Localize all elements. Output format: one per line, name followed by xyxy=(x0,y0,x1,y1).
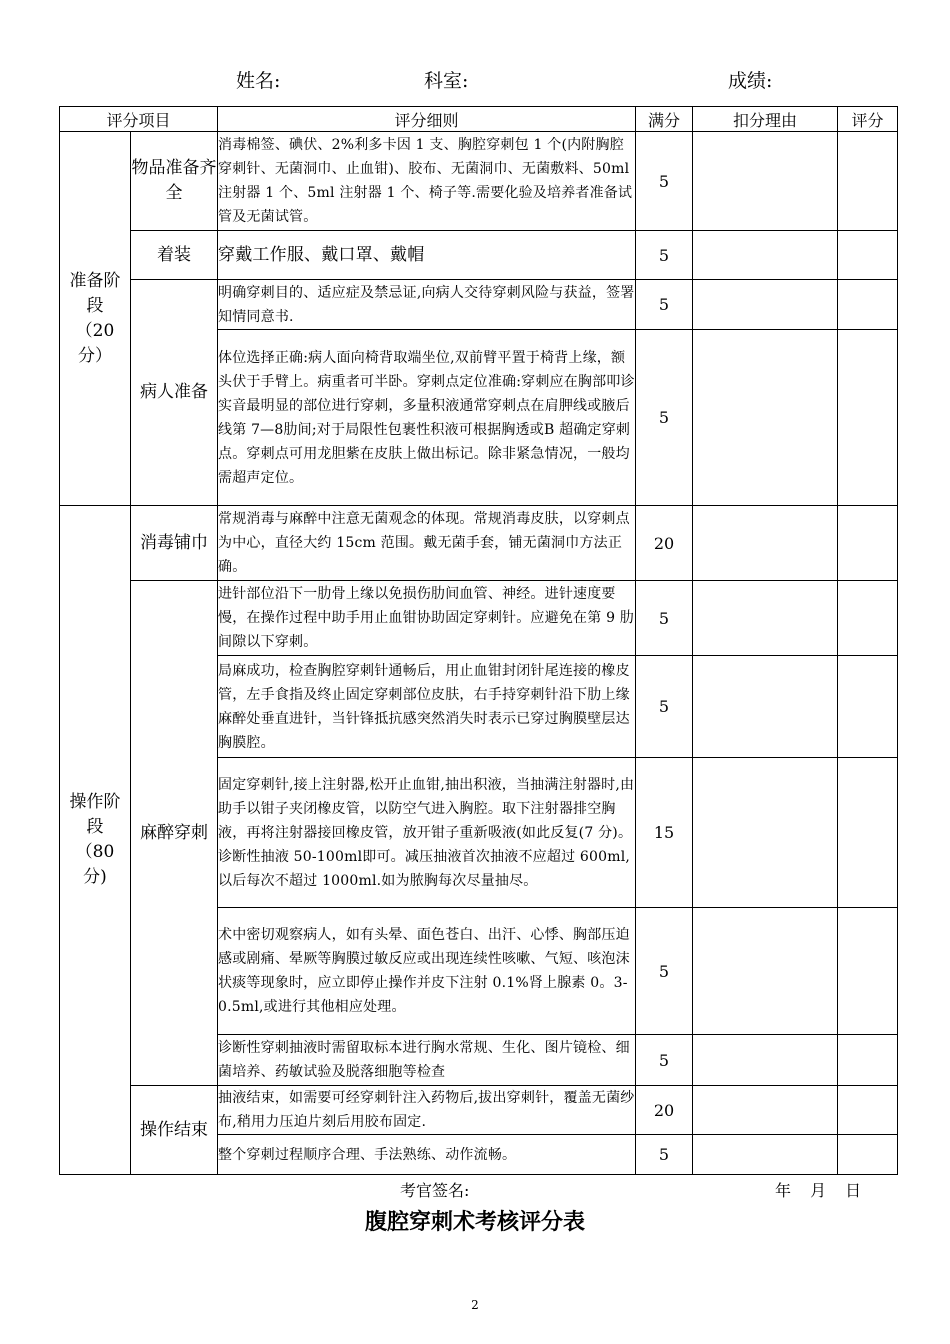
examiner-signature-label: 考官签名: xyxy=(400,1181,470,1200)
table-header-row xyxy=(60,107,898,132)
deduction-reason-cell[interactable] xyxy=(693,758,838,908)
table-row xyxy=(60,280,898,330)
full-score: 20 xyxy=(636,506,693,581)
form-header xyxy=(0,66,950,92)
deduction-reason-cell[interactable] xyxy=(693,656,838,758)
item-cell: 病人准备 xyxy=(131,280,218,506)
full-score: 20 xyxy=(636,1086,693,1135)
table-row xyxy=(60,1086,898,1135)
table-row xyxy=(60,506,898,581)
score-cell[interactable] xyxy=(838,1086,898,1135)
deduction-reason-cell[interactable] xyxy=(693,581,838,656)
full-score: 5 xyxy=(636,581,693,656)
detail-cell: 常规消毒与麻醉中注意无菌观念的体现。常规消毒皮肤，以穿刺点为中心，直径大约 15cm 范围。戴无菌手套，铺无菌洞巾方法正确。 xyxy=(218,506,636,581)
deduction-reason-cell[interactable] xyxy=(693,1035,838,1086)
detail-cell: 消毒棉签、碘伏、2%利多卡因 1 支、胸腔穿刺包 1 个(内附胸腔穿刺针、无菌洞巾、止血钳)、胶布、无菌洞巾、无菌敷料、50ml 注射器 1 个、5ml 注射器 1 个、椅子等.需要化验及培养者准备试管及无菌试管。 xyxy=(218,132,636,231)
full-score: 5 xyxy=(636,330,693,506)
detail-cell: 整个穿刺过程顺序合理、手法熟练、动作流畅。 xyxy=(218,1135,636,1175)
detail-cell: 局麻成功，检查胸腔穿刺针通畅后，用止血钳封闭针尾连接的橡皮管，左手食指及终止固定穿刺部位皮肤，右手持穿刺针沿下肋上缘麻醉处垂直进针，当针锋抵抗感突然消失时表示已穿过胸膜壁层达胸膜腔。 xyxy=(218,656,636,758)
deduction-reason-cell[interactable] xyxy=(693,506,838,581)
form-footer xyxy=(0,1178,950,1202)
table-row xyxy=(60,132,898,231)
col-header-full: 满分 xyxy=(636,107,693,132)
name-label: 姓名: xyxy=(236,70,281,92)
score-cell[interactable] xyxy=(838,132,898,231)
stage-prep: 准备阶段（20分） xyxy=(60,132,131,506)
col-header-score: 评分 xyxy=(838,107,898,132)
full-score: 5 xyxy=(636,132,693,231)
stage-op: 操作阶段（80分) xyxy=(60,506,131,1175)
full-score: 15 xyxy=(636,758,693,908)
deduction-reason-cell[interactable] xyxy=(693,330,838,506)
deduction-reason-cell[interactable] xyxy=(693,132,838,231)
item-cell: 消毒铺巾 xyxy=(131,506,218,581)
detail-cell: 进针部位沿下一肋骨上缘以免损伤肋间血管、神经。进针速度要慢，在操作过程中助手用止血钳协助固定穿刺针。应避免在第 9 肋间隙以下穿刺。 xyxy=(218,581,636,656)
col-header-reason: 扣分理由 xyxy=(693,107,838,132)
full-score: 5 xyxy=(636,231,693,280)
detail-cell: 术中密切观察病人，如有头晕、面色苍白、出汗、心悸、胸部压迫感或剧痛、晕厥等胸膜过敏反应或出现连续性咳嗽、气短、咳泡沫状痰等现象时，应立即停止操作并皮下注射 0.1%肾上腺素 0。3-0.5ml,或进行其他相应处理。 xyxy=(218,908,636,1035)
full-score: 5 xyxy=(636,280,693,330)
deduction-reason-cell[interactable] xyxy=(693,231,838,280)
full-score: 5 xyxy=(636,908,693,1035)
score-cell[interactable] xyxy=(838,656,898,758)
detail-cell: 明确穿刺目的、适应症及禁忌证,向病人交待穿刺风险与获益，签署知情同意书. xyxy=(218,280,636,330)
deduction-reason-cell[interactable] xyxy=(693,908,838,1035)
detail-cell: 固定穿刺针,接上注射器,松开止血钳,抽出积液，当抽满注射器时,由助手以钳子夹闭橡皮管，以防空气进入胸腔。取下注射器排空胸液，再将注射器接回橡皮管，放开钳子重新吸液(如此反复(7 分)。诊断性抽液 50-100ml即可。减压抽液首次抽液不应超过 600ml,以后每次不超过 1000ml.如为脓胸每次尽量抽尽。 xyxy=(218,758,636,908)
deduction-reason-cell[interactable] xyxy=(693,280,838,330)
score-cell[interactable] xyxy=(838,758,898,908)
scoring-table xyxy=(59,106,898,1175)
col-header-item: 评分项目 xyxy=(60,107,218,132)
full-score: 5 xyxy=(636,1135,693,1175)
score-label: 成绩: xyxy=(728,70,773,92)
score-cell[interactable] xyxy=(838,1035,898,1086)
full-score: 5 xyxy=(636,656,693,758)
dept-label: 科室: xyxy=(424,70,469,92)
detail-cell: 抽液结束，如需要可经穿刺针注入药物后,拔出穿刺针，覆盖无菌纱布,稍用力压迫片刻后用胶布固定. xyxy=(218,1086,636,1135)
detail-cell: 体位选择正确:病人面向椅背取端坐位,双前臂平置于椅背上缘，额头伏于手臂上。病重者可半卧。穿刺点定位准确:穿刺应在胸部叩诊实音最明显的部位进行穿刺，多量积液通常穿刺点在肩胛线或腋后线第 7—8肋间;对于局限性包裹性积液可根据胸透或B 超确定穿刺点。穿刺点可用龙胆紫在皮肤上做出标记。除非紧急情况，一般均需超声定位。 xyxy=(218,330,636,506)
score-cell[interactable] xyxy=(838,330,898,506)
deduction-reason-cell[interactable] xyxy=(693,1086,838,1135)
deduction-reason-cell[interactable] xyxy=(693,1135,838,1175)
page-number: 2 xyxy=(471,1298,479,1312)
form-title: 腹腔穿刺术考核评分表 xyxy=(364,1210,585,1235)
score-cell[interactable] xyxy=(838,280,898,330)
full-score: 5 xyxy=(636,1035,693,1086)
score-cell[interactable] xyxy=(838,506,898,581)
date-label: 年 月 日 xyxy=(775,1181,862,1200)
score-cell[interactable] xyxy=(838,908,898,1035)
score-cell[interactable] xyxy=(838,581,898,656)
detail-cell: 穿戴工作服、戴口罩、戴帽 xyxy=(218,231,636,280)
item-cell: 麻醉穿刺 xyxy=(131,581,218,1086)
item-cell: 物品准备齐全 xyxy=(131,132,218,231)
table-row xyxy=(60,231,898,280)
table-row xyxy=(60,581,898,656)
item-cell: 着装 xyxy=(131,231,218,280)
score-cell[interactable] xyxy=(838,231,898,280)
detail-cell: 诊断性穿刺抽液时需留取标本进行胸水常规、生化、图片镜检、细菌培养、药敏试验及脱落细胞等检查 xyxy=(218,1035,636,1086)
item-cell: 操作结束 xyxy=(131,1086,218,1175)
score-cell[interactable] xyxy=(838,1135,898,1175)
col-header-detail: 评分细则 xyxy=(218,107,636,132)
